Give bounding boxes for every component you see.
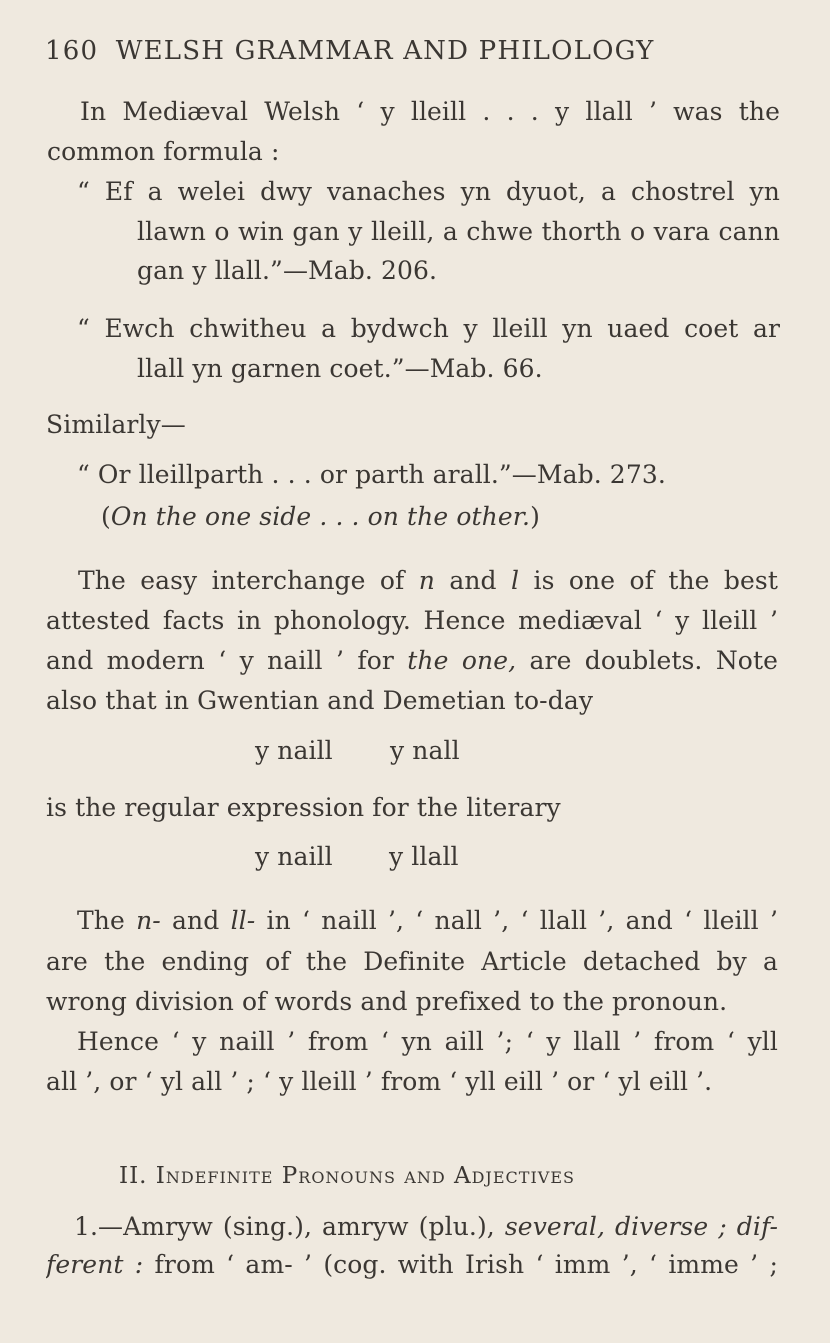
para4-line-3: wrong division of words and prefixed to the pronoun. bbox=[46, 987, 728, 1016]
para2-line-1: The easy interchange of n and l is one of the best bbox=[78, 566, 778, 595]
entry1-line-2: ferent : from ‘ am- ’ (cog. with Irish ‘ imm ’, ‘ imme ’ ; bbox=[46, 1250, 778, 1279]
quote1-line-3: gan y llall.”—Mab. 206. bbox=[137, 256, 438, 285]
para2-line-2: attested facts in phonology. Hence mediæval ‘ y lleill ’ bbox=[46, 606, 778, 635]
para4-line-4: Hence ‘ y naill ’ from ‘ yn aill ’; ‘ y llall ’ from ‘ yll bbox=[77, 1027, 778, 1056]
quote1-line-2: llawn o win gan y lleill, a chwe thorth o vara cann bbox=[137, 217, 780, 246]
translation-text: On the one side . . . on the other. bbox=[110, 502, 531, 531]
translation-close-paren: ) bbox=[530, 502, 540, 531]
intro-line-2: common formula : bbox=[47, 137, 280, 166]
entry1-line-1: 1.—Amryw (sing.), amryw (plu.), several, diverse ; dif- bbox=[74, 1212, 778, 1241]
quote1-line-1: “ Ef a welei dwy vanaches yn dyuot, a chostrel yn bbox=[77, 177, 780, 206]
para4-line-2: are the ending of the Definite Article detached by a bbox=[46, 947, 778, 976]
quote2-line-2: llall yn garnen coet.”—Mab. 66. bbox=[137, 354, 543, 383]
para2-line-3: and modern ‘ y naill ’ for the one, are doublets. Note bbox=[46, 646, 778, 675]
page-number: 160 bbox=[45, 36, 99, 66]
example2-right: y llall bbox=[389, 842, 459, 871]
para4-line-1: The n- and ll- in ‘ naill ’, ‘ nall ’, ‘ llall ’, and ‘ lleill ’ bbox=[77, 906, 778, 935]
intro-line-1: In Mediæval Welsh ‘ y lleill . . . y llall ’ was the bbox=[80, 97, 780, 126]
translation-open-paren: ( bbox=[101, 502, 111, 531]
running-header bbox=[45, 36, 655, 66]
quote3-translation bbox=[101, 502, 540, 532]
example1-left: y naill bbox=[255, 736, 333, 765]
para4-line-5: all ’, or ‘ yl all ’ ; ‘ y lleill ’ from ‘ yll eill ’ or ‘ yl eill ’. bbox=[46, 1067, 713, 1096]
example2-left: y naill bbox=[255, 842, 333, 871]
quote3-line-1: “ Or lleillparth . . . or parth arall.”—Mab. 273. bbox=[77, 460, 666, 489]
section-heading: II. Indefinite Pronouns and Adjectives bbox=[119, 1163, 575, 1189]
example1-right: y nall bbox=[390, 736, 460, 765]
para3-line: is the regular expression for the literary bbox=[46, 793, 561, 822]
para2-line-4: also that in Gwentian and Demetian to-day bbox=[46, 686, 594, 715]
running-title: WELSH GRAMMAR AND PHILOLOGY bbox=[115, 36, 655, 66]
quote2-line-1: “ Ewch chwitheu a bydwch y lleill yn uaed coet ar bbox=[77, 314, 780, 343]
similarly-label: Similarly— bbox=[46, 410, 186, 439]
